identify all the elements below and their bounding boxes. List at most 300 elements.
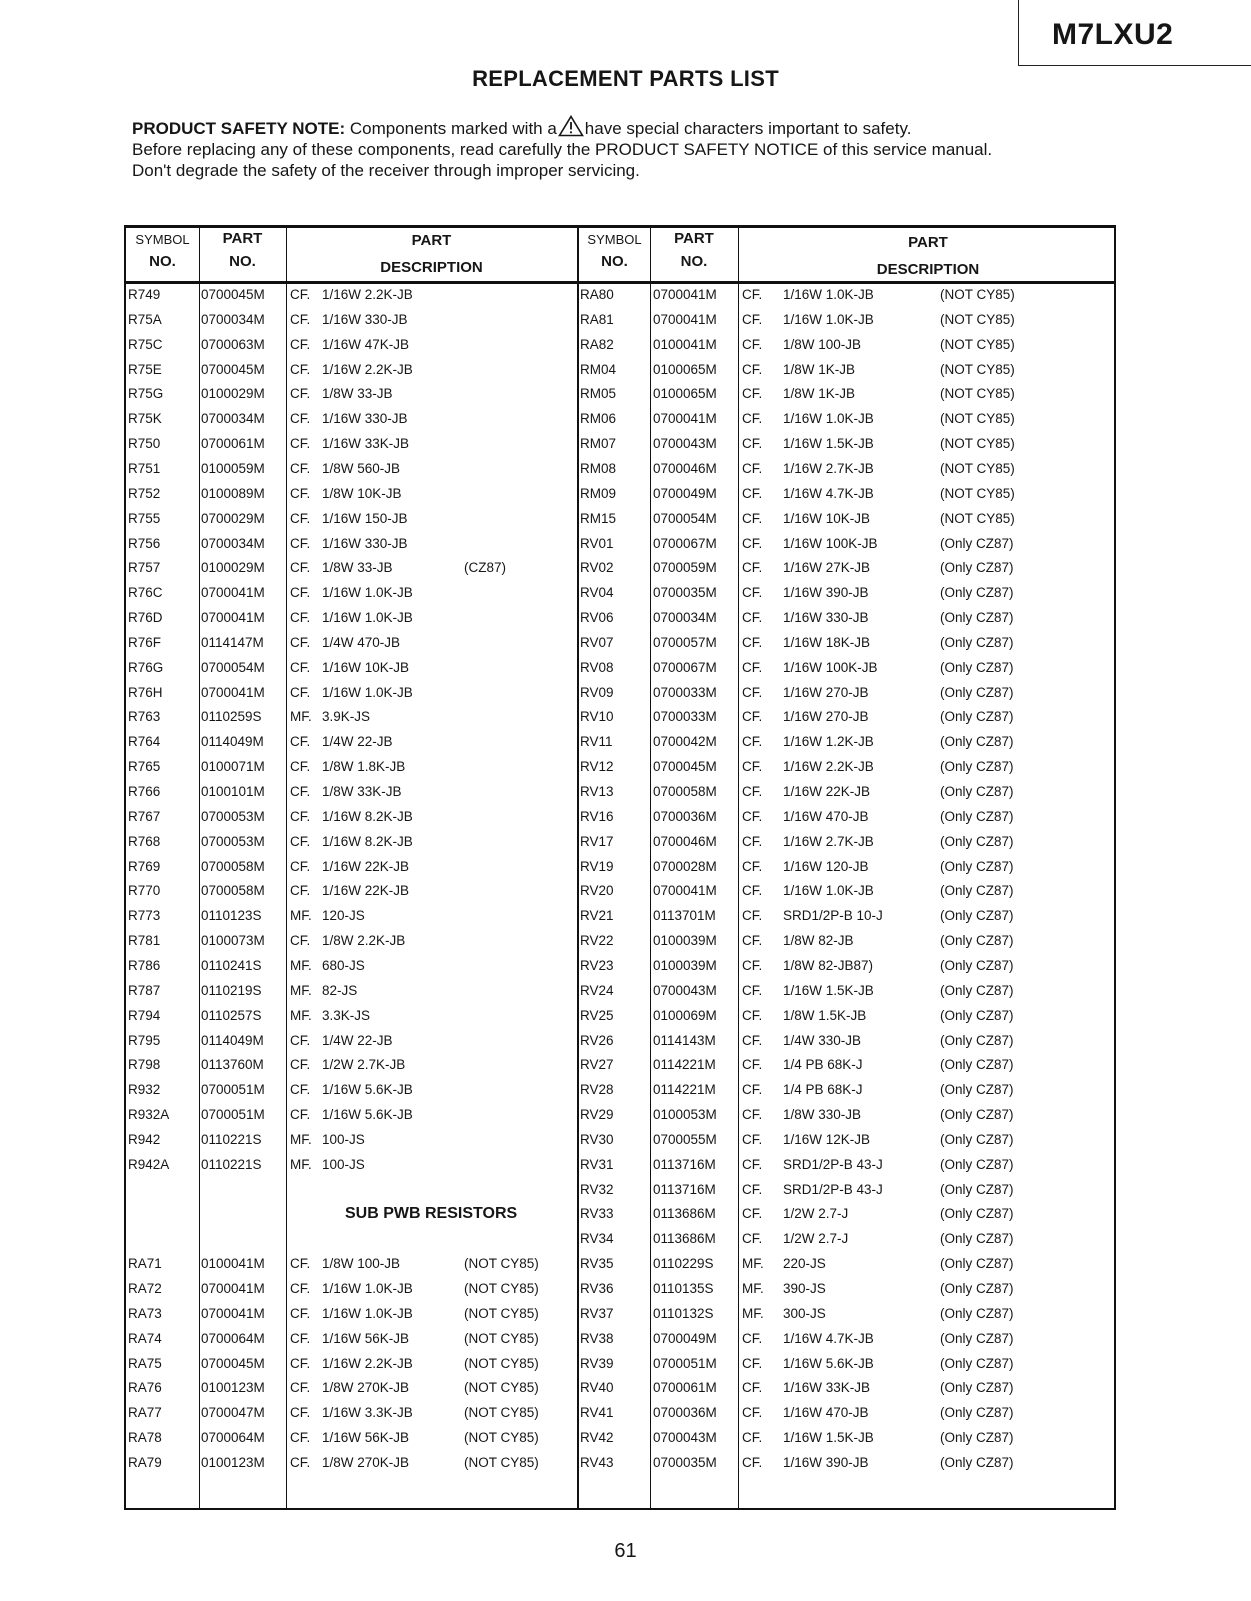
cell-note: (Only CZ87) bbox=[940, 585, 1014, 601]
cell-symbol: RV24 bbox=[580, 982, 614, 998]
cell-type: CF. bbox=[290, 535, 311, 551]
cell-note: (Only CZ87) bbox=[940, 610, 1014, 626]
parts-table bbox=[124, 225, 1116, 1510]
cell-part-no: 0700042M bbox=[653, 734, 717, 750]
cell-value: 3.9K-JS bbox=[322, 709, 371, 725]
cell-type: CF. bbox=[742, 883, 763, 899]
cell-part-no: 0100039M bbox=[653, 957, 717, 973]
cell-type: CF. bbox=[742, 1082, 763, 1098]
cell-symbol: RV13 bbox=[580, 784, 614, 799]
cell-type: CF. bbox=[742, 560, 763, 576]
cell-value: 1/8W 100-JB bbox=[322, 1256, 401, 1272]
table-row bbox=[126, 1400, 1118, 1425]
table-row bbox=[126, 1226, 1118, 1251]
cell-symbol: R76F bbox=[128, 634, 162, 650]
table-row bbox=[126, 481, 1118, 506]
cell-symbol: RM08 bbox=[580, 460, 617, 476]
header-part: PART bbox=[222, 230, 263, 247]
cell-part-no: 0700035M bbox=[653, 1454, 717, 1470]
cell-value: 1/16W 1.2K-JB bbox=[783, 734, 874, 750]
cell-part-no: 0114221M bbox=[653, 1057, 716, 1073]
cell-value: 1/8W 82-JB bbox=[783, 933, 854, 949]
cell-part-no: 0700054M bbox=[201, 659, 265, 675]
cell-note: (Only CZ87) bbox=[940, 560, 1014, 576]
warning-triangle-icon bbox=[558, 115, 584, 137]
cell-part-no: 0700064M bbox=[201, 1430, 265, 1446]
cell-type: CF. bbox=[290, 1305, 311, 1321]
cell-type: CF. bbox=[290, 1355, 311, 1371]
table-row bbox=[126, 1152, 1118, 1177]
cell-part-no: 0110259S bbox=[201, 709, 262, 725]
cell-symbol: RV01 bbox=[580, 535, 614, 551]
cell-symbol: RM09 bbox=[580, 485, 617, 501]
cell-note: (Only CZ87) bbox=[940, 1206, 1014, 1222]
safety-note-text-1a: Components marked with a bbox=[345, 119, 557, 138]
cell-symbol: RV10 bbox=[580, 709, 614, 725]
cell-part-no: 0700035M bbox=[653, 585, 717, 601]
cell-value: 1/16W 2.2K-JB bbox=[322, 1355, 413, 1371]
cell-part-no: 0700054M bbox=[653, 510, 717, 526]
cell-type: CF. bbox=[290, 485, 311, 501]
cell-symbol: R749 bbox=[128, 287, 161, 302]
cell-part-no: 0700061M bbox=[653, 1380, 717, 1396]
cell-symbol: R751 bbox=[128, 460, 161, 476]
cell-symbol: R75E bbox=[128, 361, 162, 377]
cell-symbol: R795 bbox=[128, 1032, 161, 1048]
cell-symbol: RM07 bbox=[580, 436, 617, 452]
cell-part-no: 0700053M bbox=[201, 833, 265, 849]
cell-symbol: RV08 bbox=[580, 659, 614, 675]
cell-value: 1/16W 2.2K-JB bbox=[322, 287, 413, 302]
cell-type: CF. bbox=[290, 361, 311, 377]
cell-part-no: 0700051M bbox=[201, 1107, 265, 1123]
cell-value: 1/16W 390-JB bbox=[783, 585, 869, 601]
cell-part-no: 0110123S bbox=[201, 908, 262, 924]
cell-type: CF. bbox=[742, 361, 763, 377]
cell-symbol: RA74 bbox=[128, 1330, 162, 1346]
cell-value: 1/16W 330-JB bbox=[322, 535, 408, 551]
table-row bbox=[126, 307, 1118, 332]
cell-note: (NOT CY85) bbox=[940, 411, 1015, 427]
safety-note bbox=[132, 115, 1212, 181]
cell-value: 1/16W 10K-JB bbox=[322, 659, 410, 675]
section-heading: SUB PWB RESISTORS bbox=[345, 1205, 518, 1223]
table-row bbox=[126, 779, 1118, 804]
cell-symbol: RV26 bbox=[580, 1032, 614, 1048]
cell-type: CF. bbox=[290, 833, 311, 849]
cell-note: (CZ87) bbox=[464, 560, 507, 576]
cell-symbol: RV07 bbox=[580, 634, 614, 650]
header-symbol: SYMBOL bbox=[135, 232, 190, 247]
cell-type: CF. bbox=[742, 759, 763, 775]
safety-note-text-1b: have special characters important to safety. bbox=[584, 119, 912, 138]
table-row bbox=[126, 431, 1118, 456]
cell-value: 1/16W 150-JB bbox=[322, 510, 408, 526]
cell-part-no: 0700051M bbox=[653, 1355, 717, 1371]
table-row bbox=[126, 1052, 1118, 1077]
table-row bbox=[126, 978, 1118, 1003]
cell-symbol: R750 bbox=[128, 436, 161, 452]
cell-symbol: R766 bbox=[128, 784, 161, 799]
cell-type: CF. bbox=[742, 684, 763, 700]
table-row bbox=[126, 1102, 1118, 1127]
cell-type: CF. bbox=[290, 1454, 311, 1470]
cell-type: CF. bbox=[290, 1430, 311, 1446]
cell-symbol: RM04 bbox=[580, 361, 617, 377]
cell-part-no: 0100029M bbox=[201, 560, 265, 576]
cell-note: (NOT CY85) bbox=[940, 436, 1015, 452]
cell-value: 1/8W 1.5K-JB bbox=[783, 1007, 867, 1023]
table-row bbox=[126, 1351, 1118, 1376]
cell-note: (NOT CY85) bbox=[940, 460, 1015, 476]
cell-symbol: RV43 bbox=[580, 1454, 614, 1470]
cell-symbol: RV32 bbox=[580, 1181, 614, 1197]
cell-part-no: 0700041M bbox=[653, 883, 717, 899]
cell-symbol: R76C bbox=[128, 585, 163, 601]
cell-value: 1/16W 27K-JB bbox=[783, 560, 871, 576]
table-row bbox=[126, 754, 1118, 779]
cell-part-no: 0114147M bbox=[201, 634, 264, 650]
cell-value: 1/16W 2.2K-JB bbox=[783, 759, 874, 775]
cell-part-no: 0700041M bbox=[653, 311, 717, 327]
cell-part-no: 0113686M bbox=[653, 1206, 716, 1222]
cell-type: CF. bbox=[290, 436, 311, 452]
cell-symbol: RA73 bbox=[128, 1305, 162, 1321]
cell-value: 1/16W 1.5K-JB bbox=[783, 436, 874, 452]
header-part-no: NO. bbox=[680, 253, 708, 270]
cell-part-no: 0113686M bbox=[653, 1231, 716, 1247]
table-row bbox=[126, 282, 1118, 307]
cell-part-no: 0700046M bbox=[653, 833, 717, 849]
cell-value: 1/16W 470-JB bbox=[783, 808, 869, 824]
cell-note: (Only CZ87) bbox=[940, 1355, 1014, 1371]
cell-note: (NOT CY85) bbox=[940, 287, 1015, 302]
table-row bbox=[126, 829, 1118, 854]
cell-part-no: 0100059M bbox=[201, 460, 265, 476]
cell-value: 1/16W 56K-JB bbox=[322, 1430, 410, 1446]
cell-part-no: 0700036M bbox=[653, 808, 717, 824]
cell-part-no: 0700067M bbox=[653, 659, 717, 675]
cell-value: 1/8W 1K-JB bbox=[783, 361, 856, 377]
cell-type: MF. bbox=[290, 908, 312, 924]
cell-part-no: 0114221M bbox=[653, 1082, 716, 1098]
cell-type: CF. bbox=[742, 585, 763, 601]
cell-symbol: R76D bbox=[128, 610, 163, 626]
table-row bbox=[126, 1450, 1118, 1475]
cell-value: 1/16W 1.5K-JB bbox=[783, 1430, 874, 1446]
cell-symbol: R765 bbox=[128, 759, 161, 775]
cell-symbol: R786 bbox=[128, 957, 161, 973]
cell-value: 1/16W 1.0K-JB bbox=[322, 585, 413, 601]
cell-part-no: 0100071M bbox=[201, 759, 265, 775]
cell-value: 1/8W 270K-JB bbox=[322, 1380, 410, 1396]
table-row bbox=[126, 506, 1118, 531]
cell-value: 1/16W 1.5K-JB bbox=[783, 982, 874, 998]
cell-part-no: 0114049M bbox=[201, 1032, 264, 1048]
cell-part-no: 0113716M bbox=[653, 1181, 716, 1197]
cell-symbol: RV04 bbox=[580, 585, 614, 601]
cell-value: 1/16W 8.2K-JB bbox=[322, 808, 413, 824]
cell-symbol: R773 bbox=[128, 908, 161, 924]
cell-type: CF. bbox=[742, 784, 763, 799]
cell-part-no: 0110135S bbox=[653, 1281, 714, 1296]
table-row bbox=[126, 1077, 1118, 1102]
cell-type: MF. bbox=[742, 1305, 764, 1321]
cell-part-no: 0700051M bbox=[201, 1082, 265, 1098]
cell-note: (NOT CY85) bbox=[464, 1330, 539, 1346]
table-row bbox=[126, 878, 1118, 903]
cell-type: CF. bbox=[290, 1281, 311, 1296]
page-title: REPLACEMENT PARTS LIST bbox=[472, 66, 779, 91]
cell-part-no: 0700047M bbox=[201, 1405, 265, 1421]
cell-value: 1/8W 270K-JB bbox=[322, 1454, 410, 1470]
cell-value: 120-JS bbox=[322, 908, 365, 924]
cell-type: CF. bbox=[290, 510, 311, 526]
cell-note: (Only CZ87) bbox=[940, 908, 1014, 924]
cell-type: CF. bbox=[742, 1231, 763, 1247]
cell-note: (Only CZ87) bbox=[940, 535, 1014, 551]
cell-note: (Only CZ87) bbox=[940, 1256, 1014, 1272]
cell-symbol: RM05 bbox=[580, 386, 617, 402]
cell-value: 1/16W 12K-JB bbox=[783, 1131, 871, 1147]
cell-symbol: RA71 bbox=[128, 1256, 162, 1272]
table-row bbox=[126, 928, 1118, 953]
cell-part-no: 0110241S bbox=[201, 957, 262, 973]
cell-value: 1/16W 47K-JB bbox=[322, 336, 410, 352]
cell-symbol: RV39 bbox=[580, 1355, 614, 1371]
cell-value: SRD1/2P-B 43-J bbox=[783, 1156, 883, 1172]
cell-type: CF. bbox=[742, 1206, 763, 1222]
cell-value: 1/16W 100K-JB bbox=[783, 659, 878, 675]
cell-note: (Only CZ87) bbox=[940, 1454, 1014, 1470]
cell-part-no: 0700041M bbox=[201, 1281, 265, 1296]
table-row bbox=[126, 903, 1118, 928]
cell-value: 1/4 PB 68K-J bbox=[783, 1057, 863, 1073]
cell-value: 3.3K-JS bbox=[322, 1007, 371, 1023]
cell-note: (NOT CY85) bbox=[940, 510, 1015, 526]
cell-note: (Only CZ87) bbox=[940, 1131, 1014, 1147]
cell-type: CF. bbox=[290, 610, 311, 626]
cell-value: 1/16W 1.0K-JB bbox=[783, 411, 874, 427]
cell-value: 1/16W 56K-JB bbox=[322, 1330, 410, 1346]
cell-type: CF. bbox=[290, 1405, 311, 1421]
header-description: DESCRIPTION bbox=[876, 261, 980, 278]
cell-value: 1/16W 330-JB bbox=[783, 610, 869, 626]
cell-note: (NOT CY85) bbox=[464, 1256, 539, 1272]
cell-type: CF. bbox=[742, 734, 763, 750]
table-row bbox=[126, 729, 1118, 754]
header-part-desc: PART bbox=[908, 234, 948, 251]
cell-part-no: 0110221S bbox=[201, 1131, 262, 1147]
cell-type: CF. bbox=[742, 610, 763, 626]
cell-value: 1/16W 5.6K-JB bbox=[322, 1107, 413, 1123]
table-row bbox=[126, 357, 1118, 382]
cell-type: CF. bbox=[742, 957, 763, 973]
cell-value: 1/16W 22K-JB bbox=[322, 883, 410, 899]
cell-symbol: RV12 bbox=[580, 759, 614, 775]
header-description: DESCRIPTION bbox=[380, 259, 483, 276]
cell-type: CF. bbox=[742, 1156, 763, 1172]
cell-type: MF. bbox=[290, 709, 312, 725]
header-part-desc: PART bbox=[411, 232, 452, 249]
cell-value: 1/16W 3.3K-JB bbox=[322, 1405, 413, 1421]
cell-value: 1/16W 470-JB bbox=[783, 1405, 869, 1421]
cell-note: (Only CZ87) bbox=[940, 1032, 1014, 1048]
cell-note: (NOT CY85) bbox=[940, 386, 1015, 402]
cell-part-no: 0700059M bbox=[653, 560, 717, 576]
header-symbol: SYMBOL bbox=[587, 232, 642, 247]
cell-value: 1/4W 22-JB bbox=[322, 734, 393, 750]
cell-note: (Only CZ87) bbox=[940, 1057, 1014, 1073]
cell-type: CF. bbox=[290, 933, 311, 949]
cell-type: CF. bbox=[290, 808, 311, 824]
cell-type: CF. bbox=[290, 460, 311, 476]
cell-value: 1/16W 270-JB bbox=[783, 709, 869, 725]
cell-symbol: RV22 bbox=[580, 933, 614, 949]
cell-value: 1/8W 560-JB bbox=[322, 460, 401, 476]
cell-value: 1/16W 100K-JB bbox=[783, 535, 878, 551]
cell-symbol: R932 bbox=[128, 1082, 161, 1098]
cell-note: (NOT CY85) bbox=[464, 1281, 539, 1296]
cell-symbol: R798 bbox=[128, 1057, 161, 1073]
table-row bbox=[126, 1375, 1118, 1400]
cell-type: CF. bbox=[742, 808, 763, 824]
cell-value: 1/16W 2.7K-JB bbox=[783, 833, 874, 849]
cell-symbol: R755 bbox=[128, 510, 161, 526]
cell-type: MF. bbox=[290, 957, 312, 973]
cell-part-no: 0700041M bbox=[201, 585, 265, 601]
cell-note: (NOT CY85) bbox=[940, 336, 1015, 352]
table-row bbox=[126, 953, 1118, 978]
cell-part-no: 0700058M bbox=[201, 883, 265, 899]
table-row bbox=[126, 630, 1118, 655]
cell-note: (NOT CY85) bbox=[464, 1454, 539, 1470]
cell-symbol: R770 bbox=[128, 883, 161, 899]
cell-note: (Only CZ87) bbox=[940, 808, 1014, 824]
cell-type: CF. bbox=[742, 485, 763, 501]
cell-part-no: 0110221S bbox=[201, 1156, 262, 1172]
cell-symbol: R764 bbox=[128, 734, 161, 750]
cell-type: CF. bbox=[742, 336, 763, 352]
table-row bbox=[126, 1177, 1118, 1202]
cell-type: CF. bbox=[290, 659, 311, 675]
cell-type: CF. bbox=[290, 883, 311, 899]
cell-type: CF. bbox=[742, 411, 763, 427]
cell-symbol: RV42 bbox=[580, 1430, 614, 1446]
table-row bbox=[126, 531, 1118, 556]
cell-part-no: 0113760M bbox=[201, 1057, 264, 1073]
cell-value: 1/8W 10K-JB bbox=[322, 485, 402, 501]
cell-value: 1/16W 5.6K-JB bbox=[783, 1355, 874, 1371]
cell-symbol: RA81 bbox=[580, 311, 614, 327]
cell-value: 1/16W 8.2K-JB bbox=[322, 833, 413, 849]
cell-symbol: RV33 bbox=[580, 1206, 614, 1222]
cell-part-no: 0110219S bbox=[201, 982, 262, 998]
cell-type: CF. bbox=[742, 1057, 763, 1073]
cell-symbol: R75K bbox=[128, 411, 162, 427]
cell-part-no: 0100069M bbox=[653, 1007, 717, 1023]
cell-symbol: RV28 bbox=[580, 1082, 614, 1098]
table-row bbox=[126, 680, 1118, 705]
cell-type: CF. bbox=[742, 460, 763, 476]
cell-symbol: RA79 bbox=[128, 1454, 162, 1470]
cell-value: 1/16W 22K-JB bbox=[783, 784, 871, 799]
model-code-box bbox=[1018, 0, 1251, 66]
cell-value: 1/16W 120-JB bbox=[783, 858, 869, 874]
cell-symbol: RV37 bbox=[580, 1305, 614, 1321]
table-row bbox=[126, 1201, 1118, 1226]
cell-note: (Only CZ87) bbox=[940, 957, 1014, 973]
cell-note: (Only CZ87) bbox=[940, 858, 1014, 874]
cell-type: CF. bbox=[742, 709, 763, 725]
cell-type: CF. bbox=[290, 858, 311, 874]
cell-note: (Only CZ87) bbox=[940, 1231, 1014, 1247]
cell-type: CF. bbox=[742, 1355, 763, 1371]
cell-note: (Only CZ87) bbox=[940, 1107, 1014, 1123]
cell-type: CF. bbox=[742, 833, 763, 849]
cell-symbol: RA78 bbox=[128, 1430, 162, 1446]
cell-note: (Only CZ87) bbox=[940, 684, 1014, 700]
cell-part-no: 0700036M bbox=[653, 1405, 717, 1421]
cell-value: 1/16W 2.2K-JB bbox=[322, 361, 413, 377]
cell-value: 1/4 PB 68K-J bbox=[783, 1082, 863, 1098]
cell-value: 1/16W 390-JB bbox=[783, 1454, 869, 1470]
cell-part-no: 0700041M bbox=[653, 287, 717, 302]
cell-value: 1/8W 1.8K-JB bbox=[322, 759, 406, 775]
cell-type: MF. bbox=[742, 1256, 764, 1272]
cell-note: (Only CZ87) bbox=[940, 933, 1014, 949]
table-row bbox=[126, 332, 1118, 357]
cell-note: (Only CZ87) bbox=[940, 1305, 1014, 1321]
cell-value: 100-JS bbox=[322, 1156, 365, 1172]
cell-value: 1/2W 2.7-J bbox=[783, 1206, 849, 1222]
cell-symbol: RV30 bbox=[580, 1131, 614, 1147]
cell-note: (Only CZ87) bbox=[940, 1405, 1014, 1421]
cell-symbol: RA75 bbox=[128, 1355, 162, 1371]
cell-value: 220-JS bbox=[783, 1256, 826, 1272]
cell-type: CF. bbox=[290, 287, 311, 302]
safety-note-line-3: Don't degrade the safety of the receiver through improper servicing. bbox=[132, 161, 640, 180]
cell-part-no: 0700063M bbox=[201, 336, 265, 352]
table-row bbox=[126, 704, 1118, 729]
cell-value: 1/16W 33K-JB bbox=[322, 436, 410, 452]
cell-value: 1/16W 4.7K-JB bbox=[783, 485, 874, 501]
cell-symbol: R752 bbox=[128, 485, 161, 501]
cell-part-no: 0700057M bbox=[653, 634, 717, 650]
cell-value: SRD1/2P-B 10-J bbox=[783, 908, 883, 924]
cell-part-no: 0700034M bbox=[653, 610, 717, 626]
cell-symbol: R794 bbox=[128, 1007, 161, 1023]
cell-symbol: RV19 bbox=[580, 858, 614, 874]
cell-note: (NOT CY85) bbox=[940, 485, 1015, 501]
cell-type: CF. bbox=[290, 1330, 311, 1346]
cell-symbol: R769 bbox=[128, 858, 161, 874]
cell-type: CF. bbox=[742, 1131, 763, 1147]
table-row bbox=[126, 456, 1118, 481]
cell-part-no: 0700041M bbox=[201, 610, 265, 626]
page-number: 61 bbox=[614, 1540, 637, 1562]
model-code: M7LXU2 bbox=[1052, 18, 1174, 51]
cell-part-no: 0700034M bbox=[201, 411, 265, 427]
cell-type: CF. bbox=[290, 1380, 311, 1396]
table-row bbox=[126, 854, 1118, 879]
cell-note: (NOT CY85) bbox=[464, 1380, 539, 1396]
cell-type: CF. bbox=[742, 311, 763, 327]
cell-type: CF. bbox=[290, 1057, 311, 1073]
cell-part-no: 0100101M bbox=[201, 784, 265, 799]
cell-type: CF. bbox=[742, 1454, 763, 1470]
cell-note: (NOT CY85) bbox=[940, 361, 1015, 377]
